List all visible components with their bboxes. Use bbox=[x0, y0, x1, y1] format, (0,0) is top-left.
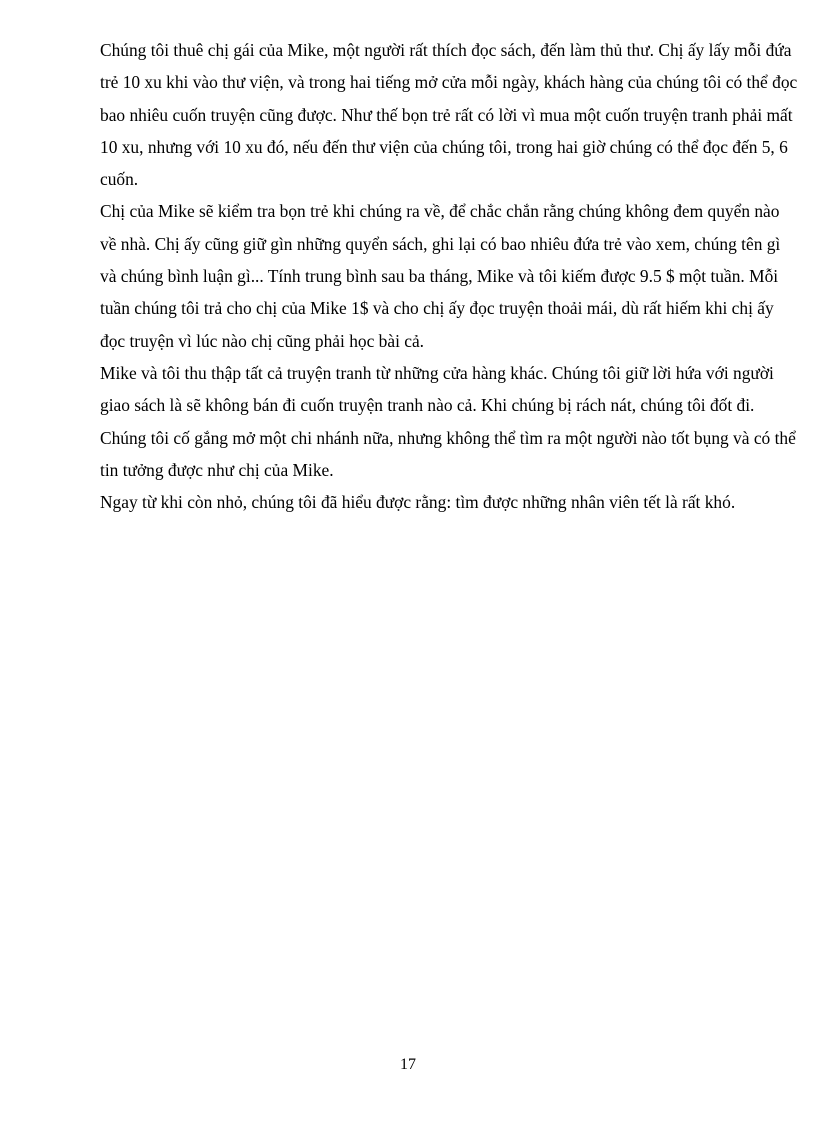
paragraph-3: Mike và tôi thu thập tất cả truyện tranh từ những cửa hàng khác. Chúng tôi giữ lời hứa với người giao sách là sẽ không bán đi cuốn truyện tranh nào cả. Khi chúng bị rách nát, chúng tôi đốt đi. Chúng tôi cố gắng mở một chi nhánh nữa, nhưng không thể tìm ra một người nào tốt bụng và có thể tin tưởng được như chị của Mike. bbox=[100, 362, 796, 480]
paragraph-2: Chị của Mike sẽ kiểm tra bọn trẻ khi chúng ra về, để chắc chắn rằng chúng không đem quyển nào về nhà. Chị ấy cũng giữ gìn những quyển sách, ghi lại có bao nhiêu đứa trẻ vào xem, chúng tên gì và chúng bình luận gì... Tính trung bình sau ba tháng, Mike và tôi kiếm được 9.5 $ một tuần. Mỗi tuần chúng tôi trả cho chị của Mike 1$ và cho chị ấy đọc truyện thoải mái, dù rất hiếm khi chị ấy đọc truyện vì lúc nào chị cũng phải học bài cả. bbox=[100, 201, 781, 351]
body-text bbox=[100, 34, 798, 518]
paragraph-1: Chúng tôi thuê chị gái của Mike, một người rất thích đọc sách, đến làm thủ thư. Chị ấy lấy mỗi đứa trẻ 10 xu khi vào thư viện, và trong hai tiếng mở cửa mỗi ngày, khách hàng của chúng tôi có thể đọc bao nhiêu cuốn truyện cũng được. Như thế bọn trẻ rất có lời vì mua một cuốn truyện tranh phải mất 10 xu, nhưng với 10 xu đó, nếu đến thư viện của chúng tôi, trong hai giờ chúng có thể đọc đến 5, 6 cuốn. bbox=[100, 40, 798, 190]
paragraph-4: Ngay từ khi còn nhỏ, chúng tôi đã hiểu được rằng: tìm được những nhân viên tết là rất khó. bbox=[100, 492, 736, 513]
page-number: 17 bbox=[400, 1056, 416, 1073]
